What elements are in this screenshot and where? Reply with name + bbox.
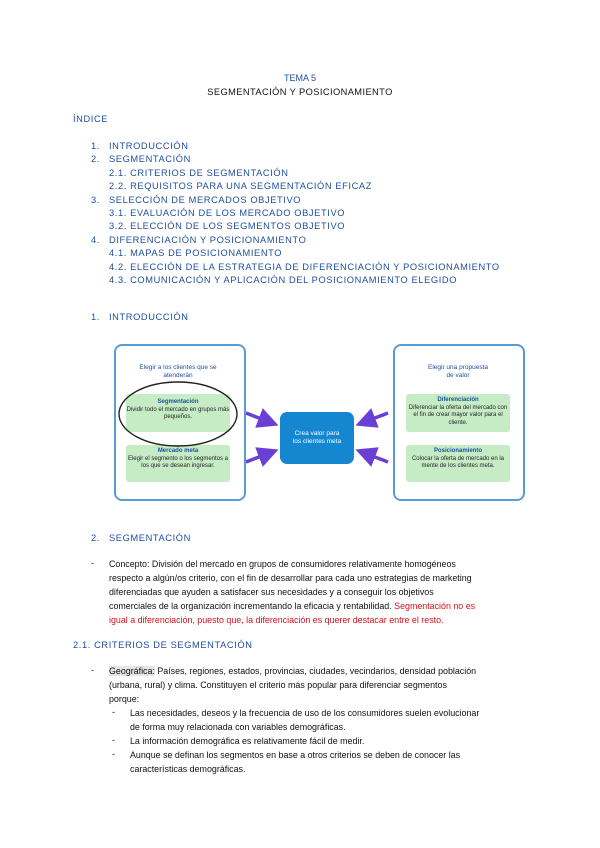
geografica-line: porque: xyxy=(109,694,140,704)
arrow-right-bottom xyxy=(362,452,388,462)
criterios-heading: 2.1. CRITERIOS DE SEGMENTACIÓN xyxy=(73,640,253,650)
sub-item-line: Las necesidades, deseos y la frecuencia de uso de los consumidores suelen evolucionar xyxy=(130,708,480,718)
mercado-meta-title: Mercado meta xyxy=(157,448,199,454)
toc-item[interactable]: 4.2. ELECCIÓN DE LA ESTRATEGIA DE DIFERENCIACIÓN Y POSICIONAMIENTO xyxy=(109,261,500,272)
geografica-line: (urbana, rural) y clima. Constituyen el criterio más popular para diferenciar segmentos xyxy=(109,680,447,690)
concepto-line: Concepto: División del mercado en grupos de consumidores relativamente homogéneos xyxy=(109,559,456,569)
concepto-paragraph xyxy=(109,557,549,627)
geografica-paragraph xyxy=(109,664,559,706)
right-panel-title: Elegir una propuesta de valor xyxy=(428,364,488,379)
concepto-line: comerciales de la organización incrementando la eficacia y rentabilidad. xyxy=(109,601,392,611)
sub-item xyxy=(130,706,570,734)
geografica-line: Países, regiones, estados, provincias, ciudades, vecindarios, densidad población xyxy=(154,666,477,676)
posicionamiento-text: Colocar la oferta de mercado en la mente de los clientes meta. xyxy=(411,455,505,469)
toc-item-number: 1. xyxy=(91,141,100,151)
bullet-dash: - xyxy=(112,735,115,745)
concepto-line: respecto a algún/os criterio, con el fin de desarrollar para cada uno estrategias de marketing xyxy=(109,573,472,583)
bullet-dash: - xyxy=(91,665,94,675)
bullet-dash: - xyxy=(91,558,94,568)
segmentacion-title: Segmentación xyxy=(157,399,199,405)
toc-item-number: 4. xyxy=(91,234,100,245)
sub-item-line: de forma muy relacionada con variables demográficas. xyxy=(130,722,346,732)
toc-item[interactable]: SELECCIÓN DE MERCADOS OBJETIVO xyxy=(109,194,302,205)
concepto-highlight: Segmentación no es xyxy=(394,601,476,611)
mercado-meta-text: Elegir el segmento o los segmentos a los que se desean ingresar. xyxy=(127,455,229,469)
sub-item-line: características demográficas. xyxy=(130,764,246,774)
sub-item-line: La información demográfica es relativamente fácil de medir. xyxy=(130,736,365,746)
intro-number: 1. xyxy=(91,312,100,322)
posicionamiento-title: Posicionamiento xyxy=(433,448,482,454)
arrow-left-top xyxy=(246,413,272,423)
toc-item[interactable]: 2.1. CRITERIOS DE SEGMENTACIÓN xyxy=(109,167,289,178)
indice-title: ÍNDICE xyxy=(73,114,109,124)
concepto-line: diferenciadas que ayuden a satisfacer sus necesidades y a conseguir los objetivos xyxy=(109,587,434,597)
toc-item[interactable]: 3.1. EVALUACIÓN DE LOS MERCADO OBJETIVO xyxy=(109,208,346,218)
sub-item xyxy=(130,748,570,776)
toc-item[interactable]: DIFERENCIACIÓN Y POSICIONAMIENTO xyxy=(109,234,307,245)
geografica-label: Geográfica: xyxy=(109,666,155,676)
diferenciacion-text: Diferenciar la oferta del mercado con el fin de crear mayor valor para el cliente. xyxy=(408,404,508,426)
segmentacion-text: Dividir todo el mercado en grupos más pequeños. xyxy=(126,406,230,420)
center-text: Crea valor para los clientes meta xyxy=(292,430,342,445)
bullet-dash: - xyxy=(112,749,115,759)
toc-item[interactable]: 4.3. COMUNICACIÓN Y APLICACIÓN DEL POSICIONAMIENTO ELEGIDO xyxy=(109,275,458,285)
left-panel-title: Elegir a los clientes que se atenderán xyxy=(139,364,217,379)
concepto-highlight: igual a diferenciación, puesto que, la diferenciación es querer destacar entre el resto. xyxy=(109,615,444,625)
sub-item-line: Aunque se definan los segmentos en base a otros criterios se deben de conocer las xyxy=(130,750,461,760)
bullet-dash: - xyxy=(112,707,115,717)
arrow-left-bottom xyxy=(246,452,272,462)
sub-item xyxy=(130,734,570,748)
toc-item[interactable]: INTRODUCCIÓN xyxy=(109,141,189,151)
seg-number: 2. xyxy=(91,533,100,543)
highlight-ellipse xyxy=(119,382,237,446)
toc-item[interactable]: 3.2. ELECCIÓN DE LOS SEGMENTOS OBJETIVO xyxy=(109,221,346,232)
toc-item-number: 3. xyxy=(91,194,100,205)
toc-item-number: 2. xyxy=(91,154,100,165)
intro-heading: INTRODUCCIÓN xyxy=(109,312,189,322)
toc-item[interactable]: 2.2. REQUISITOS PARA UNA SEGMENTACIÓN EFICAZ xyxy=(109,181,373,192)
toc-item[interactable]: 4.1. MAPAS DE POSICIONAMIENTO xyxy=(109,248,283,259)
toc-item[interactable]: SEGMENTACIÓN xyxy=(109,154,191,165)
tema-label: TEMA 5 xyxy=(283,73,316,83)
arrow-right-top xyxy=(362,413,388,423)
seg-heading: SEGMENTACIÓN xyxy=(109,533,191,543)
diferenciacion-title: Diferenciación xyxy=(437,397,479,403)
page-title: SEGMENTACIÓN Y POSICIONAMIENTO xyxy=(207,87,393,97)
